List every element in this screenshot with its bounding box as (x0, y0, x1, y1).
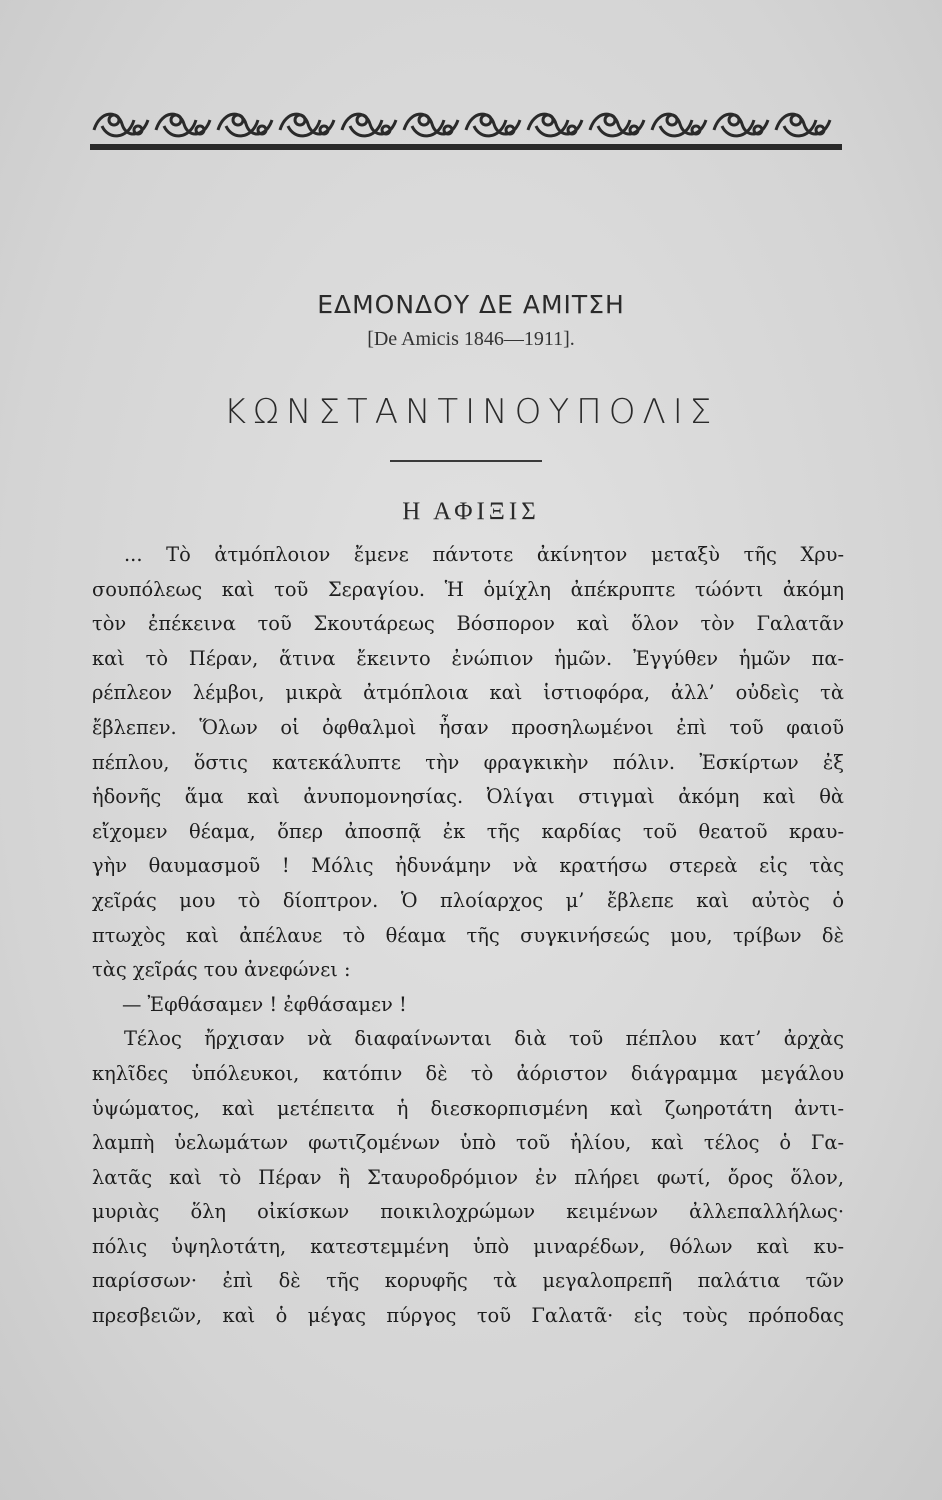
text-line: μυριὰς ὅλη οἰκίσκων ποικιλοχρώμων κειμένων ἀλλεπαλλήλως· (92, 1200, 844, 1224)
decorative-border-ornament (90, 96, 842, 154)
author-dates: [De Amicis 1846—1911]. (367, 328, 575, 350)
text-line: — Ἐφθάσαμεν ! ἐφθάσαμεν ! (122, 992, 407, 1016)
text-line: ... Τὸ ἀτμόπλοιον ἔμενε πάντοτε ἀκίνητον μεταξὺ τῆς Χρυ- (124, 543, 844, 566)
text-line: ὑψώματος, καὶ μετέπειτα ἡ διεσκορπισμένη καὶ ζωηροτάτη ἀντι- (92, 1096, 844, 1120)
text-line: ρέπλεον λέμβοι, μικρὰ ἀτμόπλοια καὶ ἱστιοφόρα, ἀλλ’ οὐδεὶς τὰ (92, 681, 844, 705)
chapter-title: ΚΩΝΣΤΑΝΤΙΝΟΥΠΟΛΙΣ (223, 392, 719, 432)
text-line: παρίσσων· ἐπὶ δὲ τῆς κορυφῆς τὰ μεγαλοπρεπῆ παλάτια τῶν (92, 1269, 844, 1293)
text-line: κηλῖδες ὑπόλευκοι, κατόπιν δὲ τὸ ἀόριστον διάγραμμα μεγάλου (92, 1061, 844, 1085)
author-name: ΕΔΜΟΝΔΟΥ ΔΕ ΑΜΙΤΣΗ (317, 290, 625, 319)
text-line: τὰς χεῖράς του ἀνεφώνει : (92, 958, 351, 982)
text-line: πτωχὸς καὶ ἀπέλαυε τὸ θέαμα τῆς συγκινήσεώς μου, τρίβων δὲ (92, 923, 844, 947)
text-line: λατᾶς καὶ τὸ Πέραν ἢ Σταυροδρόμιον ἐν πλήρει φωτί, ὄρος ὅλον, (92, 1165, 844, 1189)
text-line: πρεσβειῶν, καὶ ὁ μέγας πύργος τοῦ Γαλατᾶ· εἰς τοὺς πρόποδας (92, 1304, 844, 1328)
text-line: ἡδονῆς ἅμα καὶ ἀνυπομονησίας. Ὀλίγαι στιγμαὶ ἀκόμη καὶ θὰ (92, 785, 844, 809)
text-line: πόλις ὑψηλοτάτη, κατεστεμμένη ὑπὸ μιναρέδων, θόλων καὶ κυ- (92, 1234, 844, 1258)
text-line: σουπόλεως καὶ τοῦ Σεραγίου. Ἡ ὁμίχλη ἀπέκρυπτε τώόντι ἀκόμη (92, 577, 844, 601)
text-line: γὴν θαυμασμοῦ ! Μόλις ἠδυνάμην νὰ κρατήσω στερεὰ εἰς τὰς (92, 854, 844, 878)
text-line: χεῖράς μου τὸ δίοπτρον. Ὁ πλοίαρχος μ’ ἔβλεπε καὶ αὐτὸς ὁ (92, 888, 844, 912)
text-line: εἴχομεν θέαμα, ὅπερ ἀποσπᾷ ἐκ τῆς καρδίας τοῦ θεατοῦ κραυ- (92, 819, 844, 843)
text-line: Τέλος ἤρχισαν νὰ διαφαίνωνται διὰ τοῦ πέπλου κατ’ ἀρχὰς (124, 1027, 844, 1051)
text-line: καὶ τὸ Πέραν, ἅτινα ἔκειντο ἐνώπιον ἡμῶν. Ἐγγύθεν ἡμῶν πα- (92, 646, 844, 670)
text-line: λαμπὴ ὑελωμάτων φωτιζομένων ὑπὸ τοῦ ἡλίου, καὶ τέλος ὁ Γα- (92, 1131, 844, 1155)
text-line: τὸν ἐπέκεινα τοῦ Σκουτάρεως Βόσπορον καὶ ὅλον τὸν Γαλατᾶν (92, 612, 844, 636)
title-divider (390, 460, 542, 462)
text-line: ἔβλεπεν. Ὅλων οἱ ὀφθαλμοὶ ἦσαν προσηλωμένοι ἐπὶ τοῦ φαιοῦ (92, 715, 844, 739)
section-heading: Η ΑΦΙΞΙΣ (402, 498, 540, 525)
text-line: πέπλου, ὅστις κατεκάλυπτε τὴν φραγκικὴν πόλιν. Ἐσκίρτων ἐξ (92, 750, 844, 774)
body-text (92, 538, 844, 1334)
